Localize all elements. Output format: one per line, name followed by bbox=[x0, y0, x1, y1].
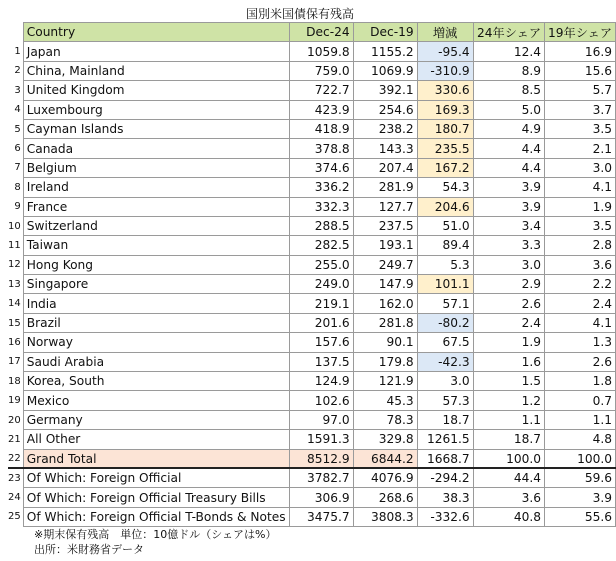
change-cell: 38.3 bbox=[417, 488, 473, 507]
share19-cell: 3.9 bbox=[545, 488, 616, 507]
table-row bbox=[8, 158, 473, 177]
country-cell: Norway bbox=[23, 333, 289, 352]
change-cell: 1261.5 bbox=[417, 430, 473, 449]
table-row bbox=[8, 61, 473, 80]
share19-cell: 0.7 bbox=[545, 391, 616, 410]
share-row bbox=[474, 81, 616, 100]
share24-cell: 40.8 bbox=[474, 507, 545, 526]
share-table bbox=[473, 22, 616, 527]
change-cell: 167.2 bbox=[417, 158, 473, 177]
change-cell: 57.1 bbox=[417, 294, 473, 313]
dec24-cell: 157.6 bbox=[289, 333, 353, 352]
dec19-cell: 329.8 bbox=[353, 430, 417, 449]
table-row bbox=[8, 216, 473, 235]
change-cell: -310.9 bbox=[417, 61, 473, 80]
share24-cell: 5.0 bbox=[474, 100, 545, 119]
change-cell: 67.5 bbox=[417, 333, 473, 352]
table-row bbox=[8, 410, 473, 429]
dec24-cell: 97.0 bbox=[289, 410, 353, 429]
share24-cell: 4.4 bbox=[474, 158, 545, 177]
change-cell: -80.2 bbox=[417, 313, 473, 332]
source-note: 出所：米財務省データ bbox=[34, 543, 144, 556]
share24-cell: 8.5 bbox=[474, 81, 545, 100]
country-cell: Switzerland bbox=[23, 216, 289, 235]
dec19-cell: 6844.2 bbox=[353, 449, 417, 468]
change-cell: 18.7 bbox=[417, 410, 473, 429]
share-header-row bbox=[474, 23, 616, 42]
country-cell: Germany bbox=[23, 410, 289, 429]
country-cell: France bbox=[23, 197, 289, 216]
share24-cell: 12.4 bbox=[474, 42, 545, 61]
share19-cell: 3.5 bbox=[545, 119, 616, 138]
share19-cell: 3.0 bbox=[545, 158, 616, 177]
share19-cell: 2.1 bbox=[545, 139, 616, 158]
country-cell: Cayman Islands bbox=[23, 119, 289, 138]
dec24-cell: 249.0 bbox=[289, 275, 353, 294]
dec19-cell: 162.0 bbox=[353, 294, 417, 313]
share24-cell: 3.9 bbox=[474, 197, 545, 216]
dec24-cell: 137.5 bbox=[289, 352, 353, 371]
dec24-cell: 1591.3 bbox=[289, 430, 353, 449]
footnotes bbox=[34, 527, 276, 557]
table-row bbox=[8, 139, 473, 158]
share-row bbox=[474, 236, 616, 255]
table-row bbox=[8, 119, 473, 138]
row-number: 23 bbox=[8, 473, 21, 485]
share24-cell: 8.9 bbox=[474, 61, 545, 80]
country-cell: Brazil bbox=[23, 313, 289, 332]
country-cell: Korea, South bbox=[23, 372, 289, 391]
change-cell: 57.3 bbox=[417, 391, 473, 410]
share19-cell: 2.8 bbox=[545, 236, 616, 255]
share-row bbox=[474, 216, 616, 235]
row-number: 8 bbox=[14, 181, 21, 193]
share24-cell: 44.4 bbox=[474, 468, 545, 487]
share24-cell: 1.2 bbox=[474, 391, 545, 410]
row-number: 24 bbox=[8, 492, 21, 504]
country-cell: Of Which: Foreign Official T-Bonds & Notes bbox=[23, 507, 289, 526]
dec19-cell: 179.8 bbox=[353, 352, 417, 371]
share-row bbox=[474, 61, 616, 80]
share-row bbox=[474, 507, 616, 526]
dec19-cell: 78.3 bbox=[353, 410, 417, 429]
share19-cell: 100.0 bbox=[545, 449, 616, 468]
dec19-cell: 193.1 bbox=[353, 236, 417, 255]
country-cell: Ireland bbox=[23, 178, 289, 197]
share-row bbox=[474, 255, 616, 274]
dec19-cell: 254.6 bbox=[353, 100, 417, 119]
table-row bbox=[8, 255, 473, 274]
table-row bbox=[8, 178, 473, 197]
dec19-cell: 238.2 bbox=[353, 119, 417, 138]
share-row bbox=[474, 294, 616, 313]
row-number: 6 bbox=[14, 143, 21, 155]
header-dec24: Dec-24 bbox=[289, 23, 353, 42]
share24-cell: 1.5 bbox=[474, 372, 545, 391]
dec19-cell: 268.6 bbox=[353, 488, 417, 507]
share24-cell: 4.4 bbox=[474, 139, 545, 158]
row-number: 12 bbox=[8, 259, 21, 271]
table-row bbox=[8, 449, 473, 468]
change-cell: -95.4 bbox=[417, 42, 473, 61]
dec24-cell: 3782.7 bbox=[289, 468, 353, 487]
dec24-cell: 759.0 bbox=[289, 61, 353, 80]
dec19-cell: 90.1 bbox=[353, 333, 417, 352]
dec19-cell: 249.7 bbox=[353, 255, 417, 274]
share-row bbox=[474, 313, 616, 332]
change-cell: 54.3 bbox=[417, 178, 473, 197]
dec19-cell: 45.3 bbox=[353, 391, 417, 410]
country-cell: All Other bbox=[23, 430, 289, 449]
dec19-cell: 3808.3 bbox=[353, 507, 417, 526]
share19-cell: 3.5 bbox=[545, 216, 616, 235]
row-number: 11 bbox=[8, 239, 21, 251]
share24-cell: 1.9 bbox=[474, 333, 545, 352]
table-row bbox=[8, 294, 473, 313]
share-row bbox=[474, 158, 616, 177]
table-row bbox=[8, 507, 473, 526]
header-row bbox=[8, 23, 473, 42]
share24-cell: 3.6 bbox=[474, 488, 545, 507]
share19-cell: 2.4 bbox=[545, 294, 616, 313]
row-number: 25 bbox=[8, 511, 21, 523]
row-number: 22 bbox=[8, 449, 23, 468]
share24-cell: 3.9 bbox=[474, 178, 545, 197]
share24-cell: 3.3 bbox=[474, 236, 545, 255]
row-number: 4 bbox=[14, 104, 21, 116]
row-number: 3 bbox=[14, 84, 21, 96]
dec24-cell: 378.8 bbox=[289, 139, 353, 158]
country-cell: Grand Total bbox=[23, 449, 289, 468]
share24-cell: 2.6 bbox=[474, 294, 545, 313]
share-row bbox=[474, 119, 616, 138]
dec24-cell: 1059.8 bbox=[289, 42, 353, 61]
dec19-cell: 281.8 bbox=[353, 313, 417, 332]
dec19-cell: 143.3 bbox=[353, 139, 417, 158]
header-dec19: Dec-19 bbox=[353, 23, 417, 42]
country-cell: Singapore bbox=[23, 275, 289, 294]
dec19-cell: 281.9 bbox=[353, 178, 417, 197]
share19-cell: 15.6 bbox=[545, 61, 616, 80]
share-row bbox=[474, 275, 616, 294]
share-row bbox=[474, 430, 616, 449]
share19-cell: 1.3 bbox=[545, 333, 616, 352]
share24-cell: 3.4 bbox=[474, 216, 545, 235]
change-cell: 204.6 bbox=[417, 197, 473, 216]
table-row bbox=[8, 275, 473, 294]
share19-cell: 2.2 bbox=[545, 275, 616, 294]
country-cell: Hong Kong bbox=[23, 255, 289, 274]
share19-cell: 3.6 bbox=[545, 255, 616, 274]
table-row bbox=[8, 197, 473, 216]
dec19-cell: 1069.9 bbox=[353, 61, 417, 80]
change-cell: 1668.7 bbox=[417, 449, 473, 468]
share19-cell: 16.9 bbox=[545, 42, 616, 61]
share19-cell: 2.6 bbox=[545, 352, 616, 371]
share24-cell: 1.6 bbox=[474, 352, 545, 371]
row-number: 9 bbox=[14, 201, 21, 213]
row-number: 20 bbox=[8, 414, 21, 426]
table-row bbox=[8, 236, 473, 255]
share-row bbox=[474, 372, 616, 391]
dec19-cell: 207.4 bbox=[353, 158, 417, 177]
country-cell: Japan bbox=[23, 42, 289, 61]
table-row bbox=[8, 100, 473, 119]
share24-cell: 2.4 bbox=[474, 313, 545, 332]
share-row bbox=[474, 100, 616, 119]
share-row bbox=[474, 333, 616, 352]
holdings-table bbox=[8, 22, 474, 527]
table-row bbox=[8, 352, 473, 371]
dec24-cell: 332.3 bbox=[289, 197, 353, 216]
dec19-cell: 127.7 bbox=[353, 197, 417, 216]
dec24-cell: 374.6 bbox=[289, 158, 353, 177]
country-cell: India bbox=[23, 294, 289, 313]
share24-cell: 1.1 bbox=[474, 410, 545, 429]
table-row bbox=[8, 391, 473, 410]
table-row bbox=[8, 333, 473, 352]
table-row bbox=[8, 42, 473, 61]
change-cell: 51.0 bbox=[417, 216, 473, 235]
share24-cell: 100.0 bbox=[474, 449, 545, 468]
change-cell: 89.4 bbox=[417, 236, 473, 255]
row-number: 13 bbox=[8, 278, 21, 290]
header-share19: 19年シェア bbox=[545, 23, 616, 42]
country-cell: Belgium bbox=[23, 158, 289, 177]
share19-cell: 4.1 bbox=[545, 178, 616, 197]
dec24-cell: 8512.9 bbox=[289, 449, 353, 468]
share19-cell: 4.8 bbox=[545, 430, 616, 449]
share24-cell: 4.9 bbox=[474, 119, 545, 138]
change-cell: 330.6 bbox=[417, 81, 473, 100]
row-number: 17 bbox=[8, 356, 21, 368]
table-row bbox=[8, 313, 473, 332]
share-row bbox=[474, 410, 616, 429]
table-row bbox=[8, 430, 473, 449]
country-cell: China, Mainland bbox=[23, 61, 289, 80]
table-row bbox=[8, 372, 473, 391]
dec24-cell: 423.9 bbox=[289, 100, 353, 119]
share19-cell: 3.7 bbox=[545, 100, 616, 119]
row-number: 15 bbox=[8, 317, 21, 329]
share19-cell: 1.1 bbox=[545, 410, 616, 429]
share19-cell: 4.1 bbox=[545, 313, 616, 332]
table-row bbox=[8, 468, 473, 487]
dec19-cell: 147.9 bbox=[353, 275, 417, 294]
country-cell: Mexico bbox=[23, 391, 289, 410]
row-number: 19 bbox=[8, 395, 21, 407]
dec24-cell: 124.9 bbox=[289, 372, 353, 391]
table-row bbox=[8, 81, 473, 100]
change-cell: -294.2 bbox=[417, 468, 473, 487]
country-cell: United Kingdom bbox=[23, 81, 289, 100]
dec24-cell: 722.7 bbox=[289, 81, 353, 100]
share-row bbox=[474, 352, 616, 371]
share24-cell: 3.0 bbox=[474, 255, 545, 274]
share-row bbox=[474, 488, 616, 507]
row-number: 14 bbox=[8, 298, 21, 310]
row-number: 1 bbox=[14, 46, 21, 58]
share-row bbox=[474, 468, 616, 487]
share-row bbox=[474, 197, 616, 216]
table-title: 国別米国債保有残高 bbox=[245, 7, 354, 21]
share19-cell: 1.9 bbox=[545, 197, 616, 216]
share19-cell: 1.8 bbox=[545, 372, 616, 391]
unit-note: ※期末保有残高 単位：10億ドル（シェアは%） bbox=[34, 528, 277, 541]
country-cell: Luxembourg bbox=[23, 100, 289, 119]
country-cell: Of Which: Foreign Official Treasury Bills bbox=[23, 488, 289, 507]
dec24-cell: 306.9 bbox=[289, 488, 353, 507]
share-row bbox=[474, 391, 616, 410]
dec24-cell: 336.2 bbox=[289, 178, 353, 197]
dec19-cell: 392.1 bbox=[353, 81, 417, 100]
table-row bbox=[8, 488, 473, 507]
header-share24: 24年シェア bbox=[474, 23, 545, 42]
share19-cell: 59.6 bbox=[545, 468, 616, 487]
share-row bbox=[474, 139, 616, 158]
dec24-cell: 282.5 bbox=[289, 236, 353, 255]
row-number: 18 bbox=[8, 375, 21, 387]
dec19-cell: 4076.9 bbox=[353, 468, 417, 487]
change-cell: 169.3 bbox=[417, 100, 473, 119]
header-change: 増減 bbox=[417, 23, 473, 42]
change-cell: 180.7 bbox=[417, 119, 473, 138]
dec24-cell: 219.1 bbox=[289, 294, 353, 313]
country-cell: Canada bbox=[23, 139, 289, 158]
change-cell: 5.3 bbox=[417, 255, 473, 274]
share24-cell: 2.9 bbox=[474, 275, 545, 294]
share19-cell: 5.7 bbox=[545, 81, 616, 100]
change-cell: -332.6 bbox=[417, 507, 473, 526]
dec19-cell: 1155.2 bbox=[353, 42, 417, 61]
dec24-cell: 418.9 bbox=[289, 119, 353, 138]
dec24-cell: 102.6 bbox=[289, 391, 353, 410]
dec24-cell: 288.5 bbox=[289, 216, 353, 235]
dec24-cell: 255.0 bbox=[289, 255, 353, 274]
share-row bbox=[474, 178, 616, 197]
change-cell: 3.0 bbox=[417, 372, 473, 391]
dec19-cell: 237.5 bbox=[353, 216, 417, 235]
row-number: 10 bbox=[8, 220, 21, 232]
country-cell: Taiwan bbox=[23, 236, 289, 255]
dec24-cell: 3475.7 bbox=[289, 507, 353, 526]
row-number: 2 bbox=[14, 65, 21, 77]
change-cell: -42.3 bbox=[417, 352, 473, 371]
share-row bbox=[474, 449, 616, 468]
share19-cell: 55.6 bbox=[545, 507, 616, 526]
row-number: 5 bbox=[14, 123, 21, 135]
share-row bbox=[474, 42, 616, 61]
dec19-cell: 121.9 bbox=[353, 372, 417, 391]
row-number: 7 bbox=[14, 162, 21, 174]
share24-cell: 18.7 bbox=[474, 430, 545, 449]
country-cell: Saudi Arabia bbox=[23, 352, 289, 371]
country-cell: Of Which: Foreign Official bbox=[23, 468, 289, 487]
change-cell: 101.1 bbox=[417, 275, 473, 294]
row-number: 21 bbox=[8, 433, 21, 445]
dec24-cell: 201.6 bbox=[289, 313, 353, 332]
change-cell: 235.5 bbox=[417, 139, 473, 158]
header-country: Country bbox=[23, 23, 289, 42]
row-number: 16 bbox=[8, 336, 21, 348]
